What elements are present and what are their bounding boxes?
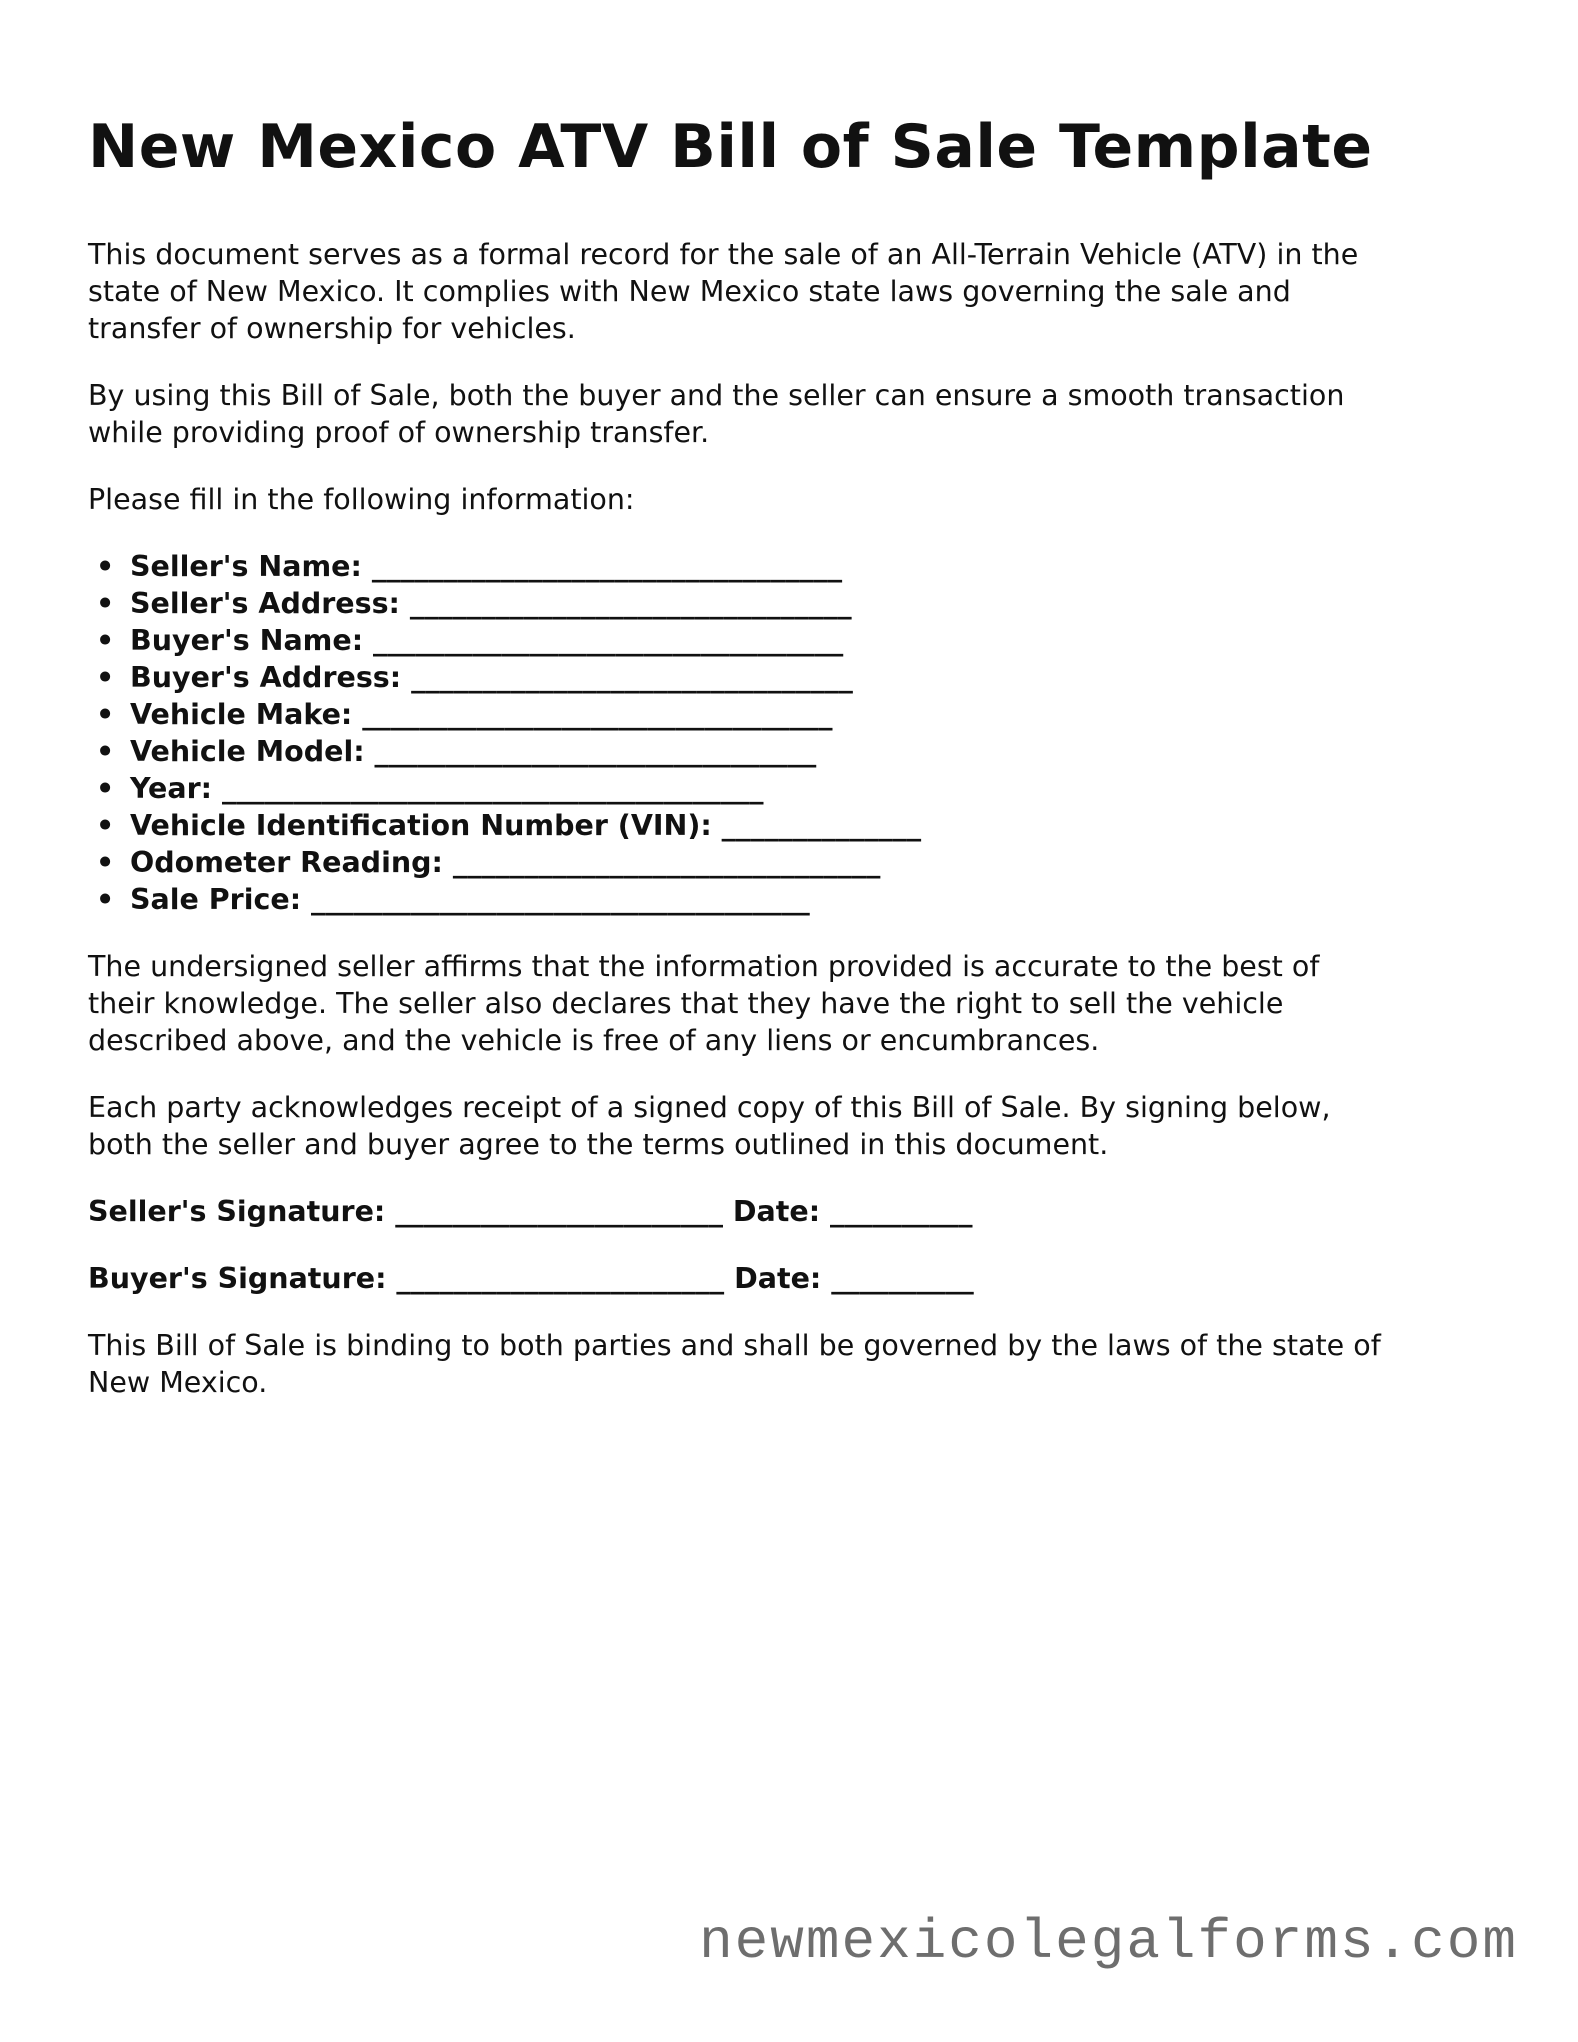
field-label: Seller's Address: _______________________________ xyxy=(130,587,852,620)
bullet-icon: • xyxy=(96,809,115,842)
footer-brand-watermark: newmexicolegalforms.com xyxy=(699,1910,1518,1974)
field-odometer-reading xyxy=(96,844,1498,881)
field-label: Vehicle Make: _________________________________ xyxy=(130,698,833,731)
field-label: Year: ______________________________________ xyxy=(130,772,764,805)
affirmation-paragraph: The undersigned seller affirms that the information provided is accurate to the best of their knowledge. The seller also declares that they have the right to sell the vehicle described above, and the vehicle is free of any liens or encumbrances. xyxy=(88,950,1320,1057)
field-label: Seller's Name: _________________________________ xyxy=(130,550,843,583)
field-sale-price xyxy=(96,881,1498,918)
field-label: Sale Price: ___________________________________ xyxy=(130,883,810,916)
field-label: Vehicle Identification Number (VIN): ______________ xyxy=(130,809,922,842)
field-label: Buyer's Address: _______________________________ xyxy=(130,661,853,694)
field-sellers-name xyxy=(96,548,1498,585)
field-vehicle-make xyxy=(96,696,1498,733)
bullet-icon: • xyxy=(96,550,115,583)
document-page xyxy=(88,108,1498,1431)
field-label: Odometer Reading: ______________________________ xyxy=(130,846,881,879)
information-field-list xyxy=(88,548,1498,918)
field-label: Buyer's Name: _________________________________ xyxy=(130,624,844,657)
document-title: New Mexico ATV Bill of Sale Template xyxy=(88,112,1373,182)
bullet-icon: • xyxy=(96,698,115,731)
instruction-text: Please fill in the following information: xyxy=(88,483,635,516)
bullet-icon: • xyxy=(96,883,115,916)
bullet-icon: • xyxy=(96,735,115,768)
seller-signature-line: Seller's Signature: _______________________ Date: __________ xyxy=(88,1195,973,1228)
field-label: Vehicle Model: _______________________________ xyxy=(130,735,817,768)
buyer-signature-line: Buyer's Signature: _______________________ Date: __________ xyxy=(88,1262,974,1295)
field-vin xyxy=(96,807,1498,844)
field-vehicle-model xyxy=(96,733,1498,770)
bullet-icon: • xyxy=(96,846,115,879)
field-buyers-name xyxy=(96,622,1498,659)
bullet-icon: • xyxy=(96,772,115,805)
field-buyers-address xyxy=(96,659,1498,696)
intro-paragraph-1: This document serves as a formal record for the sale of an All-Terrain Vehicle (ATV) in the state of New Mexico. It complies with New Mexico state laws governing the sale and transfer of ownership for vehicles. xyxy=(88,238,1359,345)
bullet-icon: • xyxy=(96,624,115,657)
bullet-icon: • xyxy=(96,587,115,620)
field-sellers-address xyxy=(96,585,1498,622)
bullet-icon: • xyxy=(96,661,115,694)
intro-paragraph-2: By using this Bill of Sale, both the buyer and the seller can ensure a smooth transaction while providing proof of ownership transfer. xyxy=(88,379,1345,449)
closing-paragraph: This Bill of Sale is binding to both parties and shall be governed by the laws of the state of New Mexico. xyxy=(88,1329,1381,1399)
field-year xyxy=(96,770,1498,807)
acknowledgement-paragraph: Each party acknowledges receipt of a signed copy of this Bill of Sale. By signing below, both the seller and buyer agree to the terms outlined in this document. xyxy=(88,1091,1331,1161)
